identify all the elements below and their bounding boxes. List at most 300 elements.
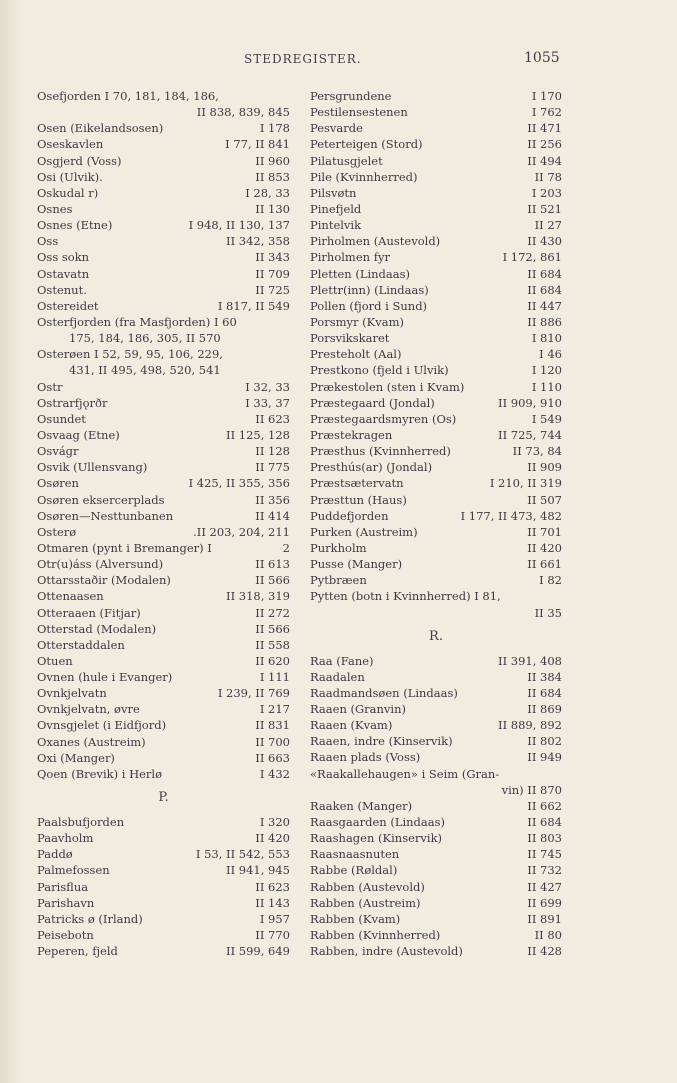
page-header	[0, 52, 677, 72]
index-entry	[37, 411, 290, 427]
index-entry	[310, 749, 562, 765]
entry-pages: I 957	[257, 911, 290, 927]
index-entry	[37, 653, 290, 669]
index-entry	[37, 556, 290, 572]
entry-pages: II 831	[252, 717, 290, 733]
index-entry	[310, 492, 562, 508]
entry-pages: II 507	[524, 492, 562, 508]
index-entry	[310, 685, 562, 701]
entry-pages: II 661	[524, 556, 562, 572]
index-entry	[310, 895, 562, 911]
entry-name: Paavholm	[37, 831, 94, 846]
entry-pages: II 838, 839, 845	[194, 104, 290, 120]
index-entry	[37, 685, 290, 701]
entry-pages: II 886	[524, 314, 562, 330]
entry-name: Qoen (Brevik) i Herlø	[37, 766, 163, 781]
entry-name: Oss sokn	[37, 250, 90, 265]
index-entry	[37, 346, 290, 362]
entry-name: Porsmyr (Kvam)	[310, 314, 404, 329]
index-column-right	[310, 88, 562, 959]
entry-pages: II 684	[524, 685, 562, 701]
index-entry	[310, 136, 562, 152]
entry-name: Ostereidet	[37, 298, 99, 313]
index-entry	[37, 879, 290, 895]
entry-name: Pusse (Manger)	[310, 557, 403, 572]
index-entry	[310, 282, 562, 298]
index-entry	[37, 362, 290, 378]
entry-name: Raaen, indre (Kinservik)	[310, 734, 453, 749]
index-entry	[310, 540, 562, 556]
entry-name: Palmefossen	[37, 863, 110, 878]
entry-name: Ostrarfjǫrðr	[37, 395, 108, 410]
index-entry	[37, 136, 290, 152]
entry-pages: II 663	[252, 750, 290, 766]
index-entry	[310, 427, 562, 443]
section-heading-p: P.	[158, 790, 169, 806]
entry-pages: II 699	[524, 895, 562, 911]
index-entry	[37, 233, 290, 249]
entry-name: Pilsvøtn	[310, 185, 357, 200]
entry-pages: I 32, 33	[242, 379, 290, 395]
index-entry	[310, 782, 562, 798]
index-entry	[37, 588, 290, 604]
entry-pages: II 770	[252, 927, 290, 943]
entry-name: Raadmandsøen (Lindaas)	[310, 685, 458, 700]
index-entry	[37, 104, 290, 120]
index-entry	[37, 120, 290, 136]
entry-name: Ovnkjelvatn	[37, 686, 107, 701]
entry-pages: I 217	[257, 701, 290, 717]
index-entry	[37, 572, 290, 588]
entry-pages: II 709	[252, 266, 290, 282]
entry-pages: II 391, 408	[495, 653, 562, 669]
page-title: STEDREGISTER.	[244, 52, 362, 66]
entry-name: Otterstad (Modalen)	[37, 621, 157, 636]
entry-name: Otuen	[37, 653, 73, 668]
entry-pages: II 494	[524, 153, 562, 169]
entry-name: Purkholm	[310, 540, 367, 555]
index-entry	[37, 201, 290, 217]
entry-name: Osterøen I 52, 59, 95, 106, 229,	[37, 347, 223, 362]
entry-name: Pile (Kvinnherred)	[310, 169, 418, 184]
index-entry	[37, 185, 290, 201]
entry-name: Raasnaasnuten	[310, 847, 400, 862]
index-column-left	[37, 88, 290, 959]
index-entry	[310, 879, 562, 895]
entry-name: Osundet	[37, 411, 86, 426]
entry-pages: II 745	[524, 846, 562, 862]
entry-pages: II 35	[532, 605, 562, 621]
index-entry	[37, 895, 290, 911]
entry-name: Pesvarde	[310, 121, 363, 136]
entry-pages: I 120	[529, 362, 562, 378]
entry-pages: II 384	[524, 669, 562, 685]
index-entry	[310, 508, 562, 524]
index-entry	[310, 701, 562, 717]
entry-name: Oseskavlen	[37, 137, 104, 152]
entry-pages: II 960	[252, 153, 290, 169]
entry-pages: II 143	[252, 895, 290, 911]
index-entry	[310, 669, 562, 685]
entry-pages: II 869	[524, 701, 562, 717]
entry-pages: II 128	[252, 443, 290, 459]
entry-name: Raasgaarden (Lindaas)	[310, 815, 446, 830]
entry-name: Persgrundene	[310, 89, 392, 103]
entry-name: Ovnkjelvatn, øvre	[37, 702, 140, 717]
index-entry	[310, 249, 562, 265]
entry-pages: II 732	[524, 862, 562, 878]
entry-pages: I 425, II 355, 356	[186, 475, 290, 491]
entry-pages: II 125, 128	[223, 427, 290, 443]
entry-name: Parisflua	[37, 879, 89, 894]
entry-name: Rabben (Austreim)	[310, 895, 421, 910]
entry-pages: I 33, 37	[242, 395, 290, 411]
entry-name: Raa (Fane)	[310, 653, 374, 668]
index-entry	[37, 750, 290, 766]
entry-group-p-continued	[310, 88, 562, 621]
entry-name: Osen (Eikelandsosen)	[37, 121, 164, 136]
entry-pages: II 941, 945	[223, 862, 290, 878]
entry-name: Osvaag (Etne)	[37, 427, 120, 442]
entry-name: Peisebotn	[37, 928, 94, 943]
index-entry	[310, 653, 562, 669]
entry-pages: II 78	[532, 169, 562, 185]
entry-name: Oxi (Manger)	[37, 750, 115, 765]
entry-name: Pirholmen (Austevold)	[310, 234, 441, 249]
entry-pages: II 909	[524, 459, 562, 475]
entry-pages: II 427	[524, 879, 562, 895]
entry-name: Ovnsgjelet (i Eidfjord)	[37, 718, 167, 733]
index-entry	[37, 943, 290, 959]
index-entry	[310, 798, 562, 814]
index-entry	[37, 169, 290, 185]
entry-pages: I 762	[529, 104, 562, 120]
entry-pages: I 203	[529, 185, 562, 201]
entry-pages: I 549	[529, 411, 562, 427]
index-entry	[37, 249, 290, 265]
index-entry	[37, 911, 290, 927]
entry-name: Raashagen (Kinservik)	[310, 831, 443, 846]
entry-pages: II 447	[524, 298, 562, 314]
entry-name: Præsthus (Kvinnherred)	[310, 444, 451, 459]
index-entry	[310, 330, 562, 346]
entry-pages: II 891	[524, 911, 562, 927]
index-entry	[37, 927, 290, 943]
page-edge-shadow	[0, 0, 22, 1083]
index-entry	[310, 120, 562, 136]
entry-pages: vin) II 870	[499, 782, 562, 798]
entry-name: Parishavn	[37, 895, 95, 910]
entry-pages: I 110	[529, 379, 562, 395]
entry-name: Pinefjeld	[310, 201, 362, 216]
entry-pages: II 342, 358	[223, 233, 290, 249]
entry-name: Ostenut.	[37, 282, 87, 297]
entry-name: Oxanes (Austreim)	[37, 734, 146, 749]
entry-name: Raaen (Granvin)	[310, 702, 407, 717]
entry-name: Plettr(inn) (Lindaas)	[310, 282, 429, 297]
entry-pages: II 566	[252, 572, 290, 588]
index-entry	[37, 492, 290, 508]
entry-pages: II 471	[524, 120, 562, 136]
index-entry	[310, 233, 562, 249]
index-entry	[37, 540, 290, 556]
entry-pages: II 725, 744	[495, 427, 562, 443]
index-entry	[37, 443, 290, 459]
entry-pages: II 725	[252, 282, 290, 298]
entry-pages: II 684	[524, 814, 562, 830]
entry-pages: II 889, 892	[495, 717, 562, 733]
entry-name: Osøren—Nesttunbanen	[37, 508, 174, 523]
index-entry	[37, 395, 290, 411]
entry-pages: I 111	[257, 669, 290, 685]
index-entry	[310, 459, 562, 475]
entry-pages: II 428	[524, 943, 562, 959]
entry-name: Pytbræen	[310, 573, 367, 588]
entry-pages: II 420	[524, 540, 562, 556]
index-entry	[37, 330, 290, 346]
entry-name: Raaken (Manger)	[310, 798, 413, 813]
index-entry	[310, 766, 562, 782]
entry-name: Otteraaen (Fitjar)	[37, 605, 141, 620]
entry-name: Porsvikskaret	[310, 331, 390, 346]
page-number: 1055	[524, 50, 560, 66]
index-entry	[37, 475, 290, 491]
index-entry	[310, 556, 562, 572]
entry-name: Osvágr	[37, 444, 79, 459]
index-entry	[37, 701, 290, 717]
index-entry	[37, 814, 290, 830]
index-entry	[37, 862, 290, 878]
entry-pages: I 82	[536, 572, 562, 588]
entry-pages: II 272	[252, 605, 290, 621]
entry-pages: II 853	[252, 169, 290, 185]
index-entry	[310, 298, 562, 314]
index-entry	[310, 201, 562, 217]
entry-name: Osøren	[37, 476, 79, 491]
entry-pages: I 178	[257, 120, 290, 136]
entry-name: Præstegaard (Jondal)	[310, 395, 435, 410]
entry-name: Osnes (Etne)	[37, 218, 113, 233]
entry-pages: II 684	[524, 266, 562, 282]
entry-name: Rabben (Kvam)	[310, 911, 401, 926]
index-entry	[310, 524, 562, 540]
entry-pages: II 909, 910	[495, 395, 562, 411]
entry-pages: II 27	[532, 217, 562, 233]
entry-pages: II 80	[532, 927, 562, 943]
entry-name: Rabbe (Røldal)	[310, 863, 398, 878]
entry-pages: II 558	[252, 637, 290, 653]
entry-pages: II 775	[252, 459, 290, 475]
entry-name: Presteholt (Aal)	[310, 347, 402, 362]
entry-pages: II 256	[524, 136, 562, 152]
index-entry	[310, 169, 562, 185]
entry-name: Osgjerd (Voss)	[37, 153, 122, 168]
entry-pages: II 430	[524, 233, 562, 249]
index-entry	[37, 846, 290, 862]
index-entry	[37, 298, 290, 314]
index-entry	[310, 733, 562, 749]
entry-name: Paddø	[37, 847, 73, 862]
entry-pages: II 662	[524, 798, 562, 814]
entry-pages: II 949	[524, 749, 562, 765]
entry-pages: I 170	[529, 88, 562, 104]
index-entry	[310, 846, 562, 862]
entry-pages: II 343	[252, 249, 290, 265]
index-entry	[310, 717, 562, 733]
entry-name: Pestilensestenen	[310, 105, 408, 120]
index-entry	[310, 927, 562, 943]
entry-name: Rabben, indre (Austevold)	[310, 944, 463, 959]
entry-name: Rabben (Austevold)	[310, 879, 425, 894]
entry-name: Otmaren (pynt i Bremanger) I	[37, 540, 212, 555]
entry-name: «Raakallehaugen» i Seim (Gran-	[310, 766, 500, 781]
entry-pages: II 356	[252, 492, 290, 508]
index-entry	[310, 443, 562, 459]
entry-pages: II 803	[524, 830, 562, 846]
index-entry	[310, 379, 562, 395]
entry-name: Presthús(ar) (Jondal)	[310, 460, 433, 475]
index-entry	[310, 911, 562, 927]
index-entry	[37, 217, 290, 233]
index-entry	[37, 459, 290, 475]
entry-pages: II 700	[252, 734, 290, 750]
index-entry	[37, 153, 290, 169]
entry-pages: II 318, 319	[223, 588, 290, 604]
index-entry	[310, 185, 562, 201]
entry-name: Pilatusgjelet	[310, 153, 383, 168]
entry-pages: II 802	[524, 733, 562, 749]
index-entry	[37, 766, 290, 782]
entry-name: Paalsbufjorden	[37, 815, 125, 830]
entry-pages: I 53, II 542, 553	[193, 846, 290, 862]
entry-name: Pollen (fjord i Sund)	[310, 298, 428, 313]
entry-name: Peperen, fjeld	[37, 944, 118, 959]
index-entry	[310, 475, 562, 491]
entry-pages: II 613	[252, 556, 290, 572]
entry-pages: I 28, 33	[242, 185, 290, 201]
index-entry	[310, 266, 562, 282]
entry-pages: I 817, II 549	[215, 298, 290, 314]
entry-pages: II 73, 84	[510, 443, 562, 459]
index-entry	[310, 217, 562, 233]
entry-group-r	[310, 653, 562, 960]
index-entry	[37, 282, 290, 298]
entry-name: Osefjorden I 70, 181, 184, 186,	[37, 89, 219, 103]
entry-name: Ostr	[37, 379, 63, 394]
entry-pages: I 77, II 841	[222, 136, 290, 152]
entry-name: Ottenaasen	[37, 589, 104, 604]
index-entry	[310, 588, 562, 604]
index-entry	[37, 427, 290, 443]
index-entry	[310, 830, 562, 846]
index-entry	[310, 943, 562, 959]
entry-name: Osøren eksercerplads	[37, 492, 165, 507]
entry-name: Prestkono (fjeld i Ulvik)	[310, 363, 449, 378]
index-entry	[310, 362, 562, 378]
entry-name: Ovnen (hule i Evanger)	[37, 670, 173, 685]
index-entry	[37, 379, 290, 395]
index-entry	[310, 605, 562, 621]
entry-name: Osnes	[37, 201, 73, 216]
entry-pages: II 623	[252, 411, 290, 427]
index-entry	[37, 88, 290, 104]
entry-name: Oss	[37, 234, 59, 249]
entry-pages: II 684	[524, 282, 562, 298]
entry-pages: II 521	[524, 201, 562, 217]
entry-name: Pytten (botn i Kvinnherred) I 81,	[310, 589, 501, 604]
entry-pages: II 620	[252, 653, 290, 669]
entry-name: Raadalen	[310, 669, 365, 684]
entry-name: Osterø	[37, 524, 77, 539]
entry-pages: .II 203, 204, 211	[190, 524, 290, 540]
entry-pages: I 177, II 473, 482	[458, 508, 562, 524]
entry-name: Ostavatn	[37, 266, 90, 281]
entry-name: 431, II 495, 498, 520, 541	[69, 363, 221, 378]
entry-name: Otr(u)áss (Alversund)	[37, 557, 164, 572]
entry-name: Puddefjorden	[310, 508, 389, 523]
entry-name: Purken (Austreim)	[310, 524, 418, 539]
entry-name: Osterfjorden (fra Masfjorden) I 60	[37, 314, 237, 329]
index-entry	[37, 637, 290, 653]
entry-name: Præstekragen	[310, 427, 393, 442]
entry-pages: II 623	[252, 879, 290, 895]
entry-name: Præsttun (Haus)	[310, 492, 407, 507]
entry-name: Rabben (Kvinnherred)	[310, 928, 441, 943]
index-entry	[310, 153, 562, 169]
entry-name: Ottarsstaðir (Modalen)	[37, 573, 171, 588]
entry-name: Osi (Ulvik).	[37, 169, 103, 184]
entry-name: Præstsætervatn	[310, 476, 404, 491]
entry-name: Pintelvik	[310, 218, 362, 233]
index-entry	[310, 814, 562, 830]
entry-pages: II 130	[252, 201, 290, 217]
entry-name: Oskudal r)	[37, 185, 99, 200]
entry-pages: I 948, II 130, 137	[186, 217, 290, 233]
entry-group-p	[37, 814, 290, 959]
entry-pages: I 320	[257, 814, 290, 830]
entry-pages: II 566	[252, 621, 290, 637]
entry-pages: I 239, II 769	[215, 685, 290, 701]
entry-name: 175, 184, 186, 305, II 570	[69, 331, 221, 346]
index-entry	[310, 572, 562, 588]
entry-name: Peterteigen (Stord)	[310, 137, 423, 152]
index-entry	[37, 524, 290, 540]
index-entry	[310, 862, 562, 878]
index-entry	[310, 395, 562, 411]
entry-name: Patricks ø (Irland)	[37, 911, 143, 926]
entry-name: Raaen plads (Voss)	[310, 750, 421, 765]
entry-pages: II 701	[524, 524, 562, 540]
index-entry	[37, 734, 290, 750]
index-entry	[310, 411, 562, 427]
entry-pages: 2	[280, 540, 290, 556]
index-entry	[37, 669, 290, 685]
index-entry	[37, 266, 290, 282]
index-entry	[37, 605, 290, 621]
entry-group-o	[37, 88, 290, 782]
section-heading-r: R.	[429, 628, 443, 644]
index-entry	[310, 314, 562, 330]
entry-name: Prækestolen (sten i Kvam)	[310, 379, 465, 394]
entry-name: Otterstaddalen	[37, 637, 125, 652]
index-entry	[37, 314, 290, 330]
entry-pages: I 810	[529, 330, 562, 346]
entry-pages: I 46	[536, 346, 562, 362]
entry-pages: II 420	[252, 830, 290, 846]
entry-name: Raaen (Kvam)	[310, 718, 393, 733]
entry-pages: I 172, 861	[500, 249, 562, 265]
index-entry	[310, 104, 562, 120]
